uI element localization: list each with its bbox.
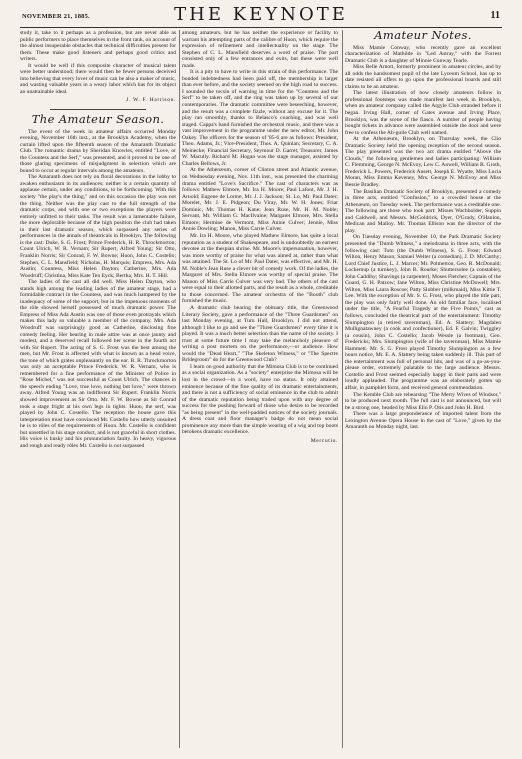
paragraph: There was a large preponderance of imported talent from the Lexington Avenue Opera House in the cast of "Love," given by the Amaranth on Monday night, last.	[345, 411, 501, 431]
section-heading: The Amateur Season.	[31, 112, 165, 127]
column-1	[20, 30, 176, 748]
header-rule	[20, 27, 502, 28]
paragraph: I learn on good authority that the Mimosa Club is to be continued as a social organization. As a "society" enterprise the Mimosa will be lost in the crowd—in a word, have no status. It only attained eminence because of the fine quality of its dramatic entertainments, and there is not a sufficiency of social eminence in the club to admit of the dramatic reputation being traded upon with any degree of success for the pushing forward of those who desire to be recorded "as being present" in the well-padded notices of the society journals. A dress coat and floor manager's badge do not mean social prominence any more than the simple wearing of a wig and top boots betokens dramatic excellence.	[182, 363, 338, 436]
paragraph: The Amaranth does not rely on floral decorations in the lobby to awaken enthusiasm in its audiences; neither is a certain quantity of applause certain, under any conditions, to be forthcoming. With this society "the play's the thing," and on this occasion the play was not the thing. Neither was the play cast to the full strength of the dramatic corps, and with one or two exceptions the players were entirely unfitted to their tasks. The result was a lamentable failure, the more deplorable because of the high position the club had taken in their last dramatic season, which surpassed any series of performances in the annals of theatricals in Brooklyn. The following is the cast: Duke, S. G. Frost; Prince Frederick, H. R. Throckmorton; Count Ulrich, W. R. Vernam; Sir Rupert, Alfred Young; Sir Otto, Franklin Norris; Sir Conrad, F. W. Bowne; Huon, John C. Costello; Stephen, C. L. Mansfield; Nicholas, H. Marquis; Empress, Mrs. Ada Austin; Countess, Miss Helen Dayton; Catherine, Mrs. Ada Woodruff; Christina, Miss Kate Ten Eyck; Bertha, Mrs. H. T. Hill.	[20, 174, 176, 279]
paragraph: At the Athenæum, corner of Clinton street and Atlantic avenue, on Wednesday evening, Nov. 11th inst., was presented the charming drama entitled "Love's Sacrifice." The cast of characters was as follows: Mathew Elmore, Mr. Ira H. Moore; Paul Lafont, Mr. J. H. Arnold; Eugene de Lorme, Mr. J. J. Jackson; St. Lo, Mr. Paul Dater; Morelet, Mr. J. E. Pidgeon; Du Viray, Mr. W. H. Jones; Friar Dominic, Mr. Thomas H. Kane; Jean Ruse, Mr. H. M. Noble; Servant, Mr. William G. MacIlvaine; Margaret Elmore, Mrs. Stella Elmore; Hermine de Vermont, Miss Annie Culver; Jennie, Miss Annie Dowling; Manon, Miss Carrie Culver.	[182, 167, 338, 233]
paragraph: At the Athenæum, Brooklyn, on Thursday week, the Clio Dramatic Society held the opening reception of the second season. The play presented was the two act drama entitled "Above the Clouds," the following gentlemen and ladies participating: William C. Flemming, George N. McEvoy, Lew C. Anwell, William R. Groth, Frederick L. Powers, Frederick Ansett, Joseph E. Wyatte, Miss Lucia Moran, Miss Emma Keveney, Mrs. George N. McEvoy and Miss Bessie Bradley.	[345, 136, 501, 189]
author-signature: J. W. F. Harrison.	[126, 97, 176, 104]
column-3	[345, 30, 501, 748]
paragraph: A dramatic club bearing the obituary title, the Greenwood Literary Society, gave a performance of the "Three Guardsmen" on last Monday evening, at Turn Hall, Brooklyn. I did not attend, although I like to go and see the "Three Guardsmen" every time it is played. It was a much better selection than the name of the society. I trust at some future time I may take the melancholy pleasure of writing a post mortem on the performance,—or audience. How would the "Dead Heart," "The Skeleton Witness," or "The Spectre Bridegroom" do for the Greenwood Club?	[182, 304, 338, 364]
page-number: 11	[490, 10, 500, 21]
paragraph: It would be well if this composite character of musical talent were better understood; there would then be fewer persons deceived into believing that every lover of music can be also a maker of music, and wasting valuable years in a weary labor which has for its object an unattainable ideal.	[20, 62, 176, 95]
paragraph: The Kemble Club are rehearsing "The Merry Wives of Windsor," to be produced next month. The full cast is not announced, but will be a strong one, headed by Miss Elin P. Otis and John H. Bird.	[345, 391, 501, 411]
paragraph: The event of the week in amateur affairs occurred Monday evening, November 16th inst., at the Brooklyn Academy, when the curtain lifted upon the fifteenth season of the Amaranth Dramatic Club. The romantic drama by Sheridan Knowles, entitled "Love, or the Countess and the Serf," was presented, and it proved to be one of those glaring specimens of misjudgment in selection which are bound to occur at regular intervals among the amateurs.	[20, 128, 176, 174]
paragraph: Miss Mamie Conway, who recently gave an excellent characterization of Mathilde in "Led Astray," with the Forrest Dramatic Club is a daughter of Minnie Conway Tearle.	[345, 44, 501, 64]
masthead-title: THE KEYNOTE	[174, 4, 348, 25]
column-2	[182, 30, 338, 748]
column-divider-1	[179, 30, 180, 748]
paragraph: study it, take to it perhaps as a profession, but are never able as public performers to place themselves in the front rank, on account of the almost insuperable obstacles that technical difficulties present for them. These make good listeners and perhaps good critics and writers.	[20, 30, 176, 63]
paragraph: among amateurs, but he has neither the experience or facility to warrant his attempting parts of the calibre of Huon, which require the expression of refinement and intellectuality on the stage. The Stephen of C. L. Mansfield deserves a word of praise. The part consisted only of a few entrances and exits, but these were well made.	[182, 30, 338, 69]
paragraph: It is a pity to have to write in this strain of this performance. The bonded indebtedness had been paid off, the membership is larger than ever before, and the society seemed on the high road to success. I sounded the tocsin of warning in time for the "Countess and the Serf" to be taken off, and the ring was taken up by several of our contemporaries. The dramatic committee were beseeching, however, and the result was a complete fizzle, without any excuse for it. The play ran smoothly, thanks to Belasco's coaching, and was well staged. Cappa's band furnished the orchestral music, and there was a vast improvement in the programme under the new editor, Mr. John Oakey. The officers for the season of '85-6 are as follows: President, Theo. Adams, Jr.; Vice-President, Thos. A. Quinlan; Secretary, C. A. Meinecke; Financial Secretary, Seymour D. Garret; Treasurer, James W. Macully. Richard M. Hogan was the stage manager, assisted by Charles Bellows, Jr.	[182, 69, 338, 167]
column-divider-2	[342, 30, 343, 748]
section-heading: Amateur Notes.	[374, 30, 472, 42]
paragraph: Mr. Ira H. Moore, who played Mathew Elmore, has quite a local reputation as a student of Shakespeare, and is undoubtedly an earnest devotee at the thespian shrine. Mr. Moore's impersonation, however, was more worthy of praise for what was aimed at, rather than what was attained. The St. Lo of Mr. Paul Dater, was effective, and Mr. H. M. Noble's Jean Ruse a clever bit of comedy work. Of the ladies, the Margaret of Mrs. Stella Elmore was worthy of special praise. The Manon of Miss Carrie Culver was very bad. The others of the cast were equal to their allotted parts, and the result as a whole, creditable to those concerned. The amateur orchestra of the "Booth" club furnished the music.	[182, 232, 338, 305]
header-date: NOVEMBER 21, 1885.	[22, 13, 90, 20]
section-divider	[50, 109, 146, 110]
paragraph: The latest illustration of how closely amateurs follow in professional footsteps was made manifest last week in Brooklyn, when an amateur company called the Argyle Club stranded before it began. Irving Hall, corner of Gates avenue and Irving Place, Brooklyn, was the scene of the fiasco. A number of people having bought tickets in advance were assembled outside the door and were free to confess the Ah-guile Club well named.	[345, 90, 501, 136]
paragraph: The ladies of the cast all did well. Miss Helen Dayton, who stands high among the leading ladies of the amateur stage, had a formidable contract in the Countess, and was much hampered by the inadequacy of some of the support, but in the impetuous moments of the rôle showed herself possessed of much dramatic power. The Empress of Miss Ada Austin was one of those even protrayals which makes this lady so valuable a member of the company. Mrs. Ada Woodruff was surprisingly good as Catherine, disclosing fine comedy feeling. Her bearing in male attire was at once jaunty and modest, and a deserved recall followed her scene in the fourth act with Sir Rupert. The acting of S. G. Frost was the best among the men, but Mr. Frost is affected with what is known as a head voice, the tone of which grates unpleasantly on the ear. B. R. Throckmorton was only an acceptable Prince Frederick. W. R. Vernam, who is remembered for a fine performance of the Minister of Police in "Rose Michel," was not successful as Count Ulrich. The chances in the speech ending "Love, true love, nothing but love," were thrown away. Alfred Young was an indifferent Sir Rupert. Franklin Norris showed improvement as Sir Otto. Mr. F. W. Bowne as Sir Conrad took a stage fright at his own legs in tights. Huon, the serf, was played by John C. Costello. The reception the house gave this interpretation must have convinced Mr. Costello how utterly unsuited he is to rôles of the requirements of Huon. Mr. Costello is confident but unsettled in his stage conduct, and is not graceful in short clothes. His voice is husky and his pronunciation faulty. In heavy, vigorous and rough and ready rôles Mr. Costello is not surpassed	[20, 279, 176, 449]
author-signature: Mercutio.	[310, 437, 338, 444]
paragraph: The Basilian Dramatic Society of Brooklyn, presented a comedy in three acts, entitled "Confusion," to a crowded house at the Athenæum, on Tuesday week. The performance was a creditable one. The following are those who took part: Misses Wachholder, Suppin and Caldwell, and Messrs. McGoldrick, Dyer, O'Grady, O'Hanlon, Medican and Malloy. Mr. Thomas Ellison was the director of the play.	[345, 188, 501, 234]
paragraph: Miss Belle Arnott, formerly prominent in amateur circles, and by all odds the handsomest pupil of the late Lyceum School, has up to date resisted all offers to go upon the professional boards and still claims to be an amateur.	[345, 64, 501, 90]
paragraph: On Tuesday evening, November 10, the Park Dramatic Society presented the "Dumb Witness," a melodrama in three acts, with the following cast: Tom (the Dumb Witness), S. G. Frost; Edward Wilton, Henry Mason; Samuel Welter (a comedian), J. D. McCarthy; Lord Chief Justice, L. J. Marcer; Mr. Polmerton, Geo. R. McDonald; Lockemup (a turnkey), John B. Rourke; Shuttersolee (a constable), John Caddihy; Shavings (a carpenter), Moses Fletcher; Captain of the Guard, G. H. Patzow; Jane Wilton, Miss Christine McDowell; Mrs. Wilton, Miss Laura Roscoe; Patty Slobber (milkmaid), Miss Kittie T. Lee. With the exception of Mr. S. G. Frost, who played the title part, the play was only fairly well done. An old familiar face, localised under the title, "A Fearful Tragedy at the Five Points," cast as follows, concluded the theatrical part of the entertainment: Timothy Slumpington (a retired tavernman), Ed. A. Slattery; Magdalen Mullignatawney (a cook and confectioner), Ed. F. Galvin; Twiggley (a cousin), John C. Costello; Jacob Wessle (a footman), Geo. Fredericks; Mrs. Slumpington (wife of the tavernman), Miss Mamie Hammett. Mr. S. G. Frost played Timothy Slumpington as a few hours notice, Mr. E. A. Slattery being taken suddenly ill. This part of the entertainment was full of personal hits, and was of a go-as-you-please order, extremely palatable to the large audience. Messrs. Costello and Frost seemed especially happy in their parts and were loudly applauded. The programme was an elaborately gotten up affair, in pamphlet form, and received general commendation.	[345, 234, 501, 391]
